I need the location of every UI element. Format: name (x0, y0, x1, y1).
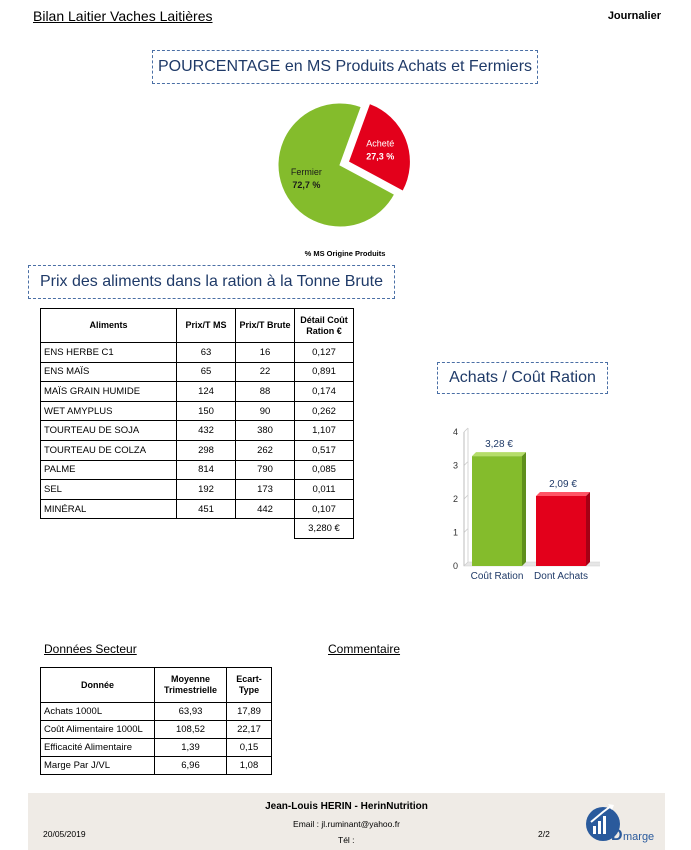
table-row (41, 343, 354, 363)
table-cell: 65 (177, 362, 236, 382)
table-row (41, 421, 354, 441)
table-cell: 380 (236, 421, 295, 441)
y-tick-label: 1 (452, 527, 458, 538)
commentaire-title: Commentaire (328, 642, 401, 656)
header-ecart: Ecart-Type (227, 668, 272, 703)
logo-mark: D (611, 827, 623, 844)
empty-cell (177, 519, 236, 539)
table-cell: 17,89 (227, 703, 272, 721)
table-cell: 0,011 (295, 480, 354, 500)
x-tick-label-cout-ration: Coût Ration (470, 571, 524, 582)
table-row (41, 703, 272, 721)
table-row (41, 440, 354, 460)
bar-value-cout-ration: 3,28 € (485, 439, 513, 451)
period-label: Journalier (607, 10, 661, 22)
table-cell: 1,39 (155, 739, 227, 757)
y-gridline (464, 462, 468, 466)
bar-cout-ration (472, 456, 522, 566)
header-donnee: Donnée (41, 668, 155, 703)
table-cell: Efficacité Alimentaire (41, 739, 155, 757)
author-name: Jean-Louis HERIN - HerinNutrition (265, 801, 428, 812)
table-cell: 22 (236, 362, 295, 382)
bar-chart (440, 418, 600, 590)
pie-value-fermier: 72,7 % (292, 179, 321, 190)
header-prix-brute: Prix/T Brute (236, 309, 295, 343)
table-cell: ENS MAÏS (41, 362, 177, 382)
table-cell: 90 (236, 401, 295, 421)
pie-section-title: POURCENTAGE en MS Produits Achats et Fermiers (152, 50, 538, 84)
pie-label-fermier: Fermier (290, 166, 322, 177)
table-cell: 16 (236, 343, 295, 363)
table-cell: 0,15 (227, 739, 272, 757)
bar-value-dont-achats: 2,09 € (549, 478, 577, 490)
table-cell: 432 (177, 421, 236, 441)
table-cell: 150 (177, 401, 236, 421)
empty-cell (41, 519, 177, 539)
table-cell: 6,96 (155, 757, 227, 775)
pie-value-achete: 27,3 % (366, 151, 395, 162)
table-row (41, 460, 354, 480)
table-cell: 442 (236, 499, 295, 519)
bar-dont-achats (536, 496, 586, 566)
y-tick-label: 4 (452, 427, 458, 437)
empty-cell (236, 519, 295, 539)
table-row (41, 739, 272, 757)
footer (28, 793, 665, 850)
secteur-title: Données Secteur (44, 642, 137, 656)
table-cell: SEL (41, 480, 177, 500)
table-cell: 63,93 (155, 703, 227, 721)
table-row (41, 757, 272, 775)
logo-icon (581, 800, 661, 846)
table-cell: 0,262 (295, 401, 354, 421)
bar-side-cout-ration (522, 452, 526, 566)
document-title: Bilan Laitier Vaches Laitières (33, 8, 213, 24)
logo-text: marge (623, 831, 655, 843)
table-cell: TOURTEAU DE COLZA (41, 440, 177, 460)
pie-chart (260, 90, 430, 262)
table-cell: 63 (177, 343, 236, 363)
table-row (41, 721, 272, 739)
report-date: 20/05/2019 (43, 829, 86, 839)
table-cell: 1,107 (295, 421, 354, 441)
secteur-table (40, 667, 272, 775)
table-row (41, 382, 354, 402)
table-cell: 0,085 (295, 460, 354, 480)
table-cell: TOURTEAU DE SOJA (41, 421, 177, 441)
total-cost: 3,280 € (295, 519, 354, 539)
y-gridline (464, 428, 468, 432)
table-cell: Marge Par J/VL (41, 757, 155, 775)
achats-section-title: Achats / Coût Ration (437, 362, 608, 394)
author-phone: Tél : (338, 835, 355, 845)
pie-label-achete: Acheté (366, 138, 395, 149)
header-moyenne: Moyenne Trimestrielle (155, 668, 227, 703)
table-cell: 0,891 (295, 362, 354, 382)
bar-top-cout-ration (472, 452, 526, 456)
header-detail-cout: Détail Coût Ration € (295, 309, 354, 343)
header-aliments: Aliments (41, 309, 177, 343)
table-cell: 451 (177, 499, 236, 519)
header-prix-ms: Prix/T MS (177, 309, 236, 343)
y-tick-label: 0 (452, 561, 458, 571)
table-cell: 124 (177, 382, 236, 402)
total-row (41, 519, 354, 539)
y-tick-label: 2 (452, 494, 458, 504)
table-cell: 0,517 (295, 440, 354, 460)
table-cell: 22,17 (227, 721, 272, 739)
table-cell: 88 (236, 382, 295, 402)
table-cell: 192 (177, 480, 236, 500)
table-cell: Achats 1000L (41, 703, 155, 721)
aliments-table (40, 308, 354, 539)
table-cell: MINÉRAL (41, 499, 177, 519)
table-row (41, 480, 354, 500)
table-cell: 1,08 (227, 757, 272, 775)
table-cell: 298 (177, 440, 236, 460)
table-cell: PALME (41, 460, 177, 480)
y-gridline (464, 529, 468, 533)
pie-caption: % MS Origine Produits (304, 249, 386, 258)
table-row (41, 401, 354, 421)
table-cell: 790 (236, 460, 295, 480)
table-cell: ENS HERBE C1 (41, 343, 177, 363)
table-cell: MAÏS GRAIN HUMIDE (41, 382, 177, 402)
x-tick-label-dont-achats: Dont Achats (534, 571, 588, 582)
table-cell: 262 (236, 440, 295, 460)
author-email: Email : jl.ruminant@yahoo.fr (293, 819, 400, 829)
table-cell: 0,174 (295, 382, 354, 402)
bar-top-dont-achats (536, 492, 590, 496)
prix-section-title: Prix des aliments dans la ration à la Tonne Brute (28, 265, 395, 299)
table-cell: 173 (236, 480, 295, 500)
table-row (41, 499, 354, 519)
y-gridline (464, 495, 468, 499)
table-cell: 0,127 (295, 343, 354, 363)
y-tick-label: 3 (452, 460, 458, 471)
page-number: 2/2 (538, 829, 550, 839)
table-cell: WET AMYPLUS (41, 401, 177, 421)
table-cell: 108,52 (155, 721, 227, 739)
table-cell: 0,107 (295, 499, 354, 519)
bar-side-dont-achats (586, 492, 590, 566)
table-cell: 814 (177, 460, 236, 480)
table-cell: Coût Alimentaire 1000L (41, 721, 155, 739)
table-row (41, 362, 354, 382)
